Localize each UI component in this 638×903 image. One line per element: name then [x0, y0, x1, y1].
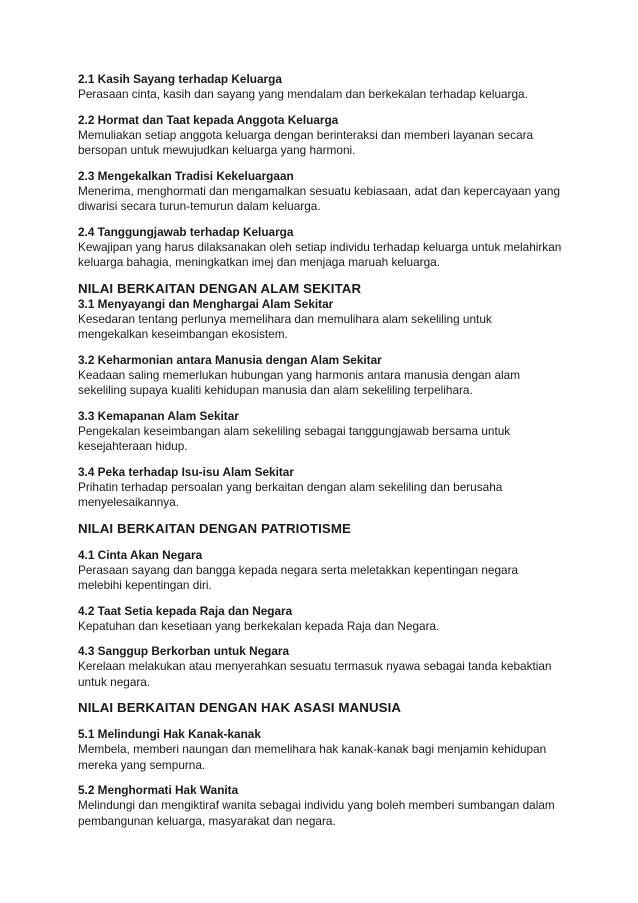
value-entry: [78, 644, 578, 690]
value-description: [78, 480, 578, 511]
section-patriotism: [78, 521, 578, 691]
description-line: bersopan untuk mewujudkan keluarga yang harmoni.: [78, 143, 356, 157]
description-line: untuk negara.: [78, 674, 151, 689]
section-heading: NILAI BERKAITAN DENGAN ALAM SEKITAR: [78, 280, 362, 296]
description-line: Menerima, menghormati dan mengamalkan sesuatu kebiasaan, adat dan kepercayaan yang: [78, 183, 561, 198]
value-description: [78, 128, 578, 159]
description-line: Perasaan cinta, kasih dan sayang yang mendalam dan berkekalan terhadap keluarga.: [78, 87, 528, 101]
value-title: 3.2 Keharmonian antara Manusia dengan Alam Sekitar: [78, 352, 382, 367]
description-line: Pengekalan keseimbangan alam sekeliling sebagai tanggungjawab bersama untuk: [78, 423, 511, 438]
value-title: 3.1 Menyayangi dan Menghargai Alam Sekitar: [78, 296, 334, 311]
section-environment: [78, 281, 578, 511]
value-title: 3.4 Peka terhadap Isu-isu Alam Sekitar: [78, 464, 294, 479]
description-line: mengekalkan keseimbangan ekosistem.: [78, 327, 288, 341]
value-entry: [78, 727, 578, 773]
value-entry: [78, 465, 578, 511]
description-line: kesejahteraan hidup.: [78, 439, 188, 453]
description-line: Kepatuhan dan kesetiaan yang berkekalan kepada Raja dan Negara.: [78, 618, 440, 633]
document-page: [78, 72, 578, 839]
value-description: [78, 619, 578, 635]
description-line: mereka yang sempurna.: [78, 757, 206, 772]
section-heading: NILAI BERKAITAN DENGAN HAK ASASI MANUSIA: [78, 700, 402, 715]
value-entry: [78, 783, 578, 829]
value-description: [78, 563, 578, 594]
value-title: 2.2 Hormat dan Taat kepada Anggota Keluarga: [78, 112, 339, 127]
value-description: [78, 240, 578, 271]
value-title: 2.3 Mengekalkan Tradisi Kekeluargaan: [78, 168, 294, 183]
value-description: [78, 184, 578, 215]
description-line: pembangunan keluarga, masyarakat dan negara.: [78, 813, 336, 828]
description-line: sekeliling supaya kualiti kehidupan manusia dan alam sekeliling terpelihara.: [78, 383, 473, 397]
value-entry: [78, 225, 578, 271]
description-line: menyelesaikannya.: [78, 495, 179, 509]
description-line: Perasaan sayang dan bangga kepada negara serta meletakkan kepentingan negara: [78, 562, 519, 577]
value-entry: [78, 297, 578, 343]
description-line: Keadaan saling memerlukan hubungan yang harmonis antara manusia dengan alam: [78, 367, 521, 382]
description-line: keluarga bahagia, meningkatkan imej dan menjaga maruah keluarga.: [78, 255, 440, 269]
description-line: diwarisi secara turun-temurun dalam keluarga.: [78, 199, 321, 213]
value-description: [78, 424, 578, 455]
value-title: 2.1 Kasih Sayang terhadap Keluarga: [78, 72, 282, 86]
value-title: 4.3 Sanggup Berkorban untuk Negara: [78, 644, 290, 658]
description-line: Prihatin terhadap persoalan yang berkaitan dengan alam sekeliling dan berusaha: [78, 479, 503, 494]
value-description: [78, 312, 578, 343]
value-description: [78, 87, 578, 103]
value-entry: [78, 72, 578, 103]
description-line: Kerelaan melakukan atau menyerahkan sesuatu termasuk nyawa sebagai tanda kebaktian: [78, 659, 552, 673]
value-title: 4.2 Taat Setia kepada Raja dan Negara: [78, 603, 293, 618]
value-title: 4.1 Cinta Akan Negara: [78, 547, 203, 562]
value-entry: [78, 113, 578, 159]
value-title: 5.2 Menghormati Hak Wanita: [78, 783, 239, 797]
value-title: 2.4 Tanggungjawab terhadap Keluarga: [78, 224, 294, 239]
value-entry: [78, 548, 578, 594]
value-description: [78, 798, 578, 829]
value-title: 5.1 Melindungi Hak Kanak-kanak: [78, 727, 261, 741]
value-description: [78, 742, 578, 773]
value-entry: [78, 353, 578, 399]
value-entry: [78, 604, 578, 635]
section-human-rights: [78, 700, 578, 829]
description-line: Melindungi dan mengiktiraf wanita sebagai individu yang boleh memberi sumbangan dalam: [78, 798, 555, 812]
value-entry: [78, 409, 578, 455]
section-heading: NILAI BERKAITAN DENGAN PATRIOTISME: [78, 520, 352, 536]
description-line: Membela, memberi naungan dan memelihara hak kanak-kanak bagi menjamin kehidupan: [78, 742, 547, 756]
description-line: melebihi kepentingan diri.: [78, 578, 212, 592]
value-description: [78, 368, 578, 399]
value-entry: [78, 169, 578, 215]
value-description: [78, 659, 578, 690]
description-line: Kesedaran tentang perlunya memelihara dan memulihara alam sekeliling untuk: [78, 311, 492, 326]
description-line: Memuliakan setiap anggota keluarga dengan berinteraksi dan memberi layanan secara: [78, 127, 534, 142]
description-line: Kewajipan yang harus dilaksanakan oleh setiap individu terhadap keluarga untuk melahirkan: [78, 239, 562, 254]
family-values-list: [78, 72, 578, 271]
value-title: 3.3 Kemapanan Alam Sekitar: [78, 408, 239, 423]
